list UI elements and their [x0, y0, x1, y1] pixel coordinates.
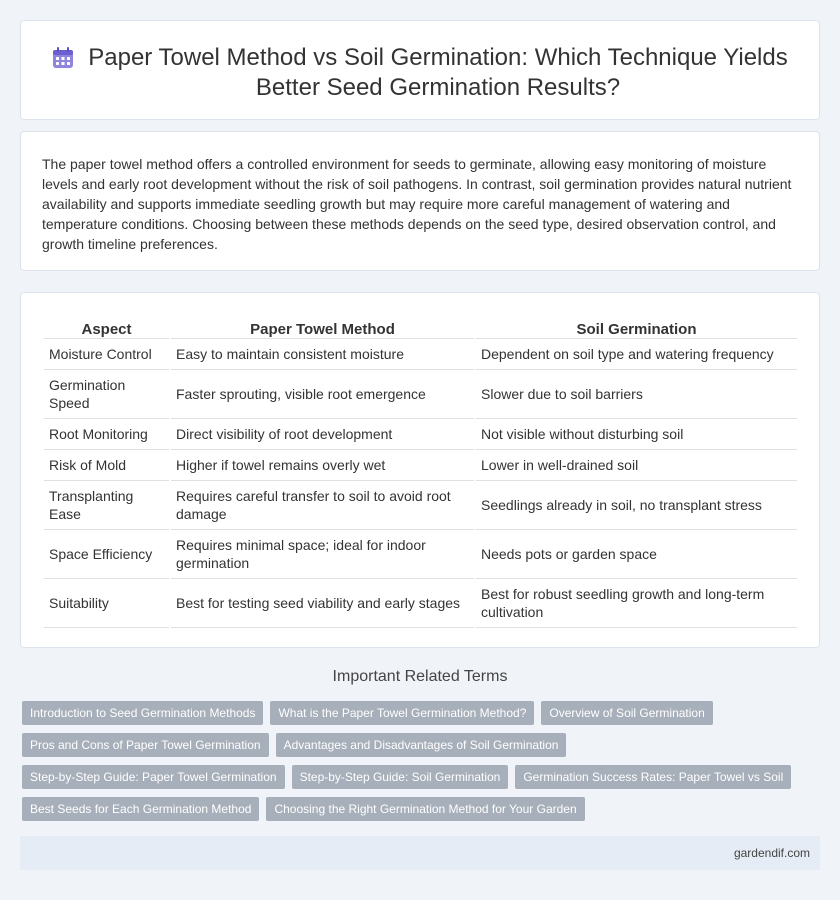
related-term-tag[interactable]: Pros and Cons of Paper Towel Germination	[22, 733, 269, 757]
table-cell: Easy to maintain consistent moisture	[171, 339, 474, 370]
related-term-tag[interactable]: Overview of Soil Germination	[541, 701, 712, 725]
table-row	[44, 370, 797, 419]
table-header-row	[44, 315, 797, 339]
footer-site-name[interactable]: gardendif.com	[733, 846, 810, 860]
related-term-tag[interactable]: Step-by-Step Guide: Soil Germination	[292, 765, 509, 789]
related-terms-list	[22, 701, 822, 829]
table-row	[44, 450, 797, 481]
table-cell: Suitability	[44, 579, 169, 628]
table-row	[44, 419, 797, 450]
table-cell: Space Efficiency	[44, 530, 169, 579]
table-cell: Needs pots or garden space	[476, 530, 797, 579]
table-cell: Lower in well-drained soil	[476, 450, 797, 481]
table-cell: Not visible without disturbing soil	[476, 419, 797, 450]
table-cell: Requires careful transfer to soil to avoid root damage	[171, 481, 474, 530]
table-row	[44, 530, 797, 579]
related-term-tag[interactable]: Germination Success Rates: Paper Towel vs Soil	[515, 765, 791, 789]
table-row	[44, 339, 797, 370]
tag-row	[22, 701, 822, 725]
footer	[20, 836, 820, 870]
related-term-tag[interactable]: Best Seeds for Each Germination Method	[22, 797, 259, 821]
table-cell: Seedlings already in soil, no transplant stress	[476, 481, 797, 530]
related-term-tag[interactable]: What is the Paper Towel Germination Method?	[270, 701, 534, 725]
table-cell: Requires minimal space; ideal for indoor germination	[171, 530, 474, 579]
table-cell: Moisture Control	[44, 339, 169, 370]
table-cell: Direct visibility of root development	[171, 419, 474, 450]
intro-paragraph: The paper towel method offers a controlled environment for seeds to germinate, allowing easy monitoring of moisture levels and early root development without the risk of soil pathogens. In contrast, soil germination provides natural nutrient availability and supports immediate seedling growth but may require more careful management of watering and temperature conditions. Choosing between these methods depends on the seed type, desired observation control, and growth timeline preferences.	[42, 156, 792, 252]
tag-row	[22, 765, 822, 789]
related-term-tag[interactable]: Step-by-Step Guide: Paper Towel Germination	[22, 765, 285, 789]
table-cell: Best for robust seedling growth and long-term cultivation	[476, 579, 797, 628]
column-header-soil: Soil Germination	[476, 315, 797, 339]
table-cell: Root Monitoring	[44, 419, 169, 450]
table-cell: Risk of Mold	[44, 450, 169, 481]
column-header-aspect: Aspect	[44, 315, 169, 339]
page-title: Paper Towel Method vs Soil Germination: Which Technique Yields Better Seed Germination Results?	[88, 44, 788, 101]
table-row	[44, 481, 797, 530]
comparison-card	[20, 292, 820, 648]
table-row	[44, 579, 797, 628]
related-term-tag[interactable]: Advantages and Disadvantages of Soil Germination	[276, 733, 567, 757]
table-cell: Higher if towel remains overly wet	[171, 450, 474, 481]
related-term-tag[interactable]: Introduction to Seed Germination Methods	[22, 701, 263, 725]
table-cell: Germination Speed	[44, 370, 169, 419]
table-cell: Faster sprouting, visible root emergence	[171, 370, 474, 419]
tag-row	[22, 733, 822, 757]
table-cell: Best for testing seed viability and early stages	[171, 579, 474, 628]
table-cell: Slower due to soil barriers	[476, 370, 797, 419]
related-term-tag[interactable]: Choosing the Right Germination Method for Your Garden	[266, 797, 584, 821]
title-card	[20, 20, 820, 120]
column-header-paper-towel: Paper Towel Method	[171, 315, 474, 339]
tag-row	[22, 797, 822, 821]
related-terms-heading: Important Related Terms	[332, 668, 508, 685]
table-cell: Dependent on soil type and watering frequency	[476, 339, 797, 370]
intro-card	[20, 131, 820, 271]
comparison-table	[42, 315, 799, 628]
table-cell: Transplanting Ease	[44, 481, 169, 530]
